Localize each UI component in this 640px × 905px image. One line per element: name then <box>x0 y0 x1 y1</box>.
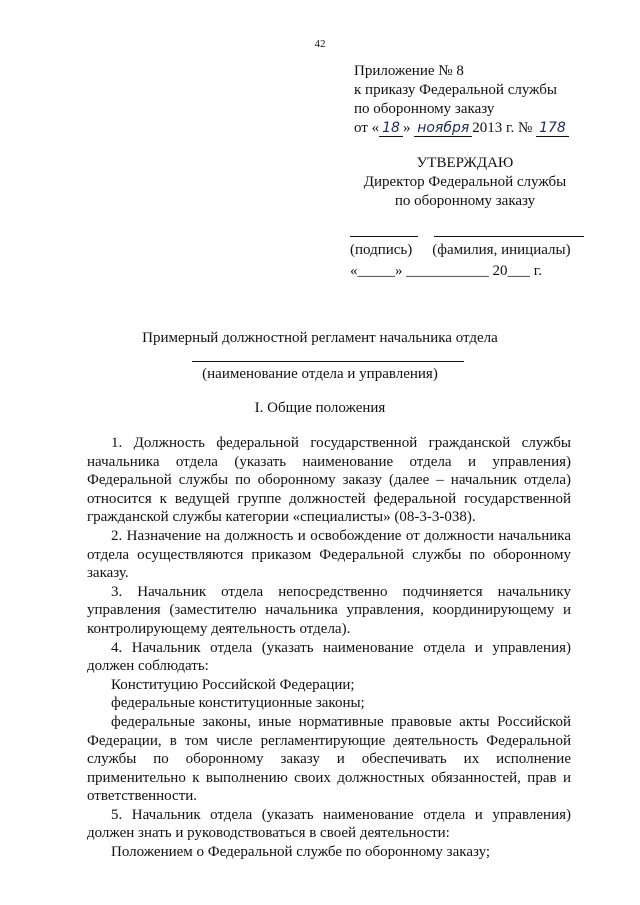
handwritten-day: 18 <box>379 120 403 137</box>
paragraph: Конституцию Российской Федерации; <box>111 676 355 693</box>
signature-captions <box>350 240 590 260</box>
paragraph: Положением о Федеральной службе по оборонному заказу; <box>111 844 491 861</box>
appendix-date-line <box>354 119 569 138</box>
signature-block <box>350 232 590 282</box>
caption-name: (фамилия, инициалы) <box>432 242 571 258</box>
appendix-block <box>354 62 569 138</box>
approval-block <box>340 154 590 211</box>
document-title: Примерный должностной регламент начальника отдела <box>142 330 498 346</box>
approval-line-1: Директор Федеральной службы <box>363 174 567 190</box>
paragraph: федеральные законы, иные нормативные правовые акты Российской Федерации, в том числе регламентирующие деятельность Федеральной службы по оборонному заказу и обеспечивать их исполнение применительно к выполнению своих должностных обязанностей, прав и ответственности. <box>87 713 571 805</box>
section-heading: I. Общие положения <box>254 400 386 416</box>
date-prefix: от « <box>354 120 380 136</box>
year-text: 2013 г. № <box>472 120 533 136</box>
signature-blank <box>350 236 418 237</box>
paragraph: 3. Начальник отдела непосредственно подчиняется начальнику управления (заместителю начальника управления, координирующему и контролирующему деятельность отдела). <box>87 583 571 637</box>
caption-sign: (подпись) <box>350 242 413 258</box>
date-mid: » <box>402 120 411 136</box>
appendix-line-1: Приложение № 8 <box>354 63 464 79</box>
document-body <box>87 434 571 862</box>
appendix-line-2: к приказу Федеральной службы <box>354 82 558 98</box>
appendix-line-3: по оборонному заказу <box>354 101 495 117</box>
department-caption: (наименование отдела и управления) <box>202 366 438 382</box>
handwritten-order-number: 178 <box>536 120 569 137</box>
paragraph: 2. Назначение на должность и освобождение от должности начальника отдела осуществляются приказом Федеральной службы по оборонному заказу. <box>87 527 571 582</box>
signature-blank-lines <box>350 232 590 238</box>
name-blank <box>434 236 584 237</box>
department-blank-line <box>192 361 464 362</box>
approval-line-2: по оборонному заказу <box>394 193 536 209</box>
paragraph: 5. Начальник отдела (указать наименование отдела и управления) должен знать и руководствоваться в своей деятельности: <box>87 806 571 842</box>
signature-date-line: «_____» ___________ 20___ г. <box>350 263 542 279</box>
paragraph: 4. Начальник отдела (указать наименование отдела и управления) должен соблюдать: <box>87 639 571 675</box>
paragraph: 1. Должность федеральной государственной гражданской службы начальника отдела (указать наименование отдела и управления) Федеральной службы по оборонному заказу (далее – начальник отдела) относится к ведущей группе должностей федеральной государственной гражданской службы категории «специалисты» (08-3-3-038). <box>87 435 571 526</box>
handwritten-month: ноября <box>414 120 472 137</box>
page-number: 42 <box>314 38 326 50</box>
approval-heading: УТВЕРЖДАЮ <box>416 155 514 171</box>
paragraph: федеральные конституционные законы; <box>111 695 365 712</box>
